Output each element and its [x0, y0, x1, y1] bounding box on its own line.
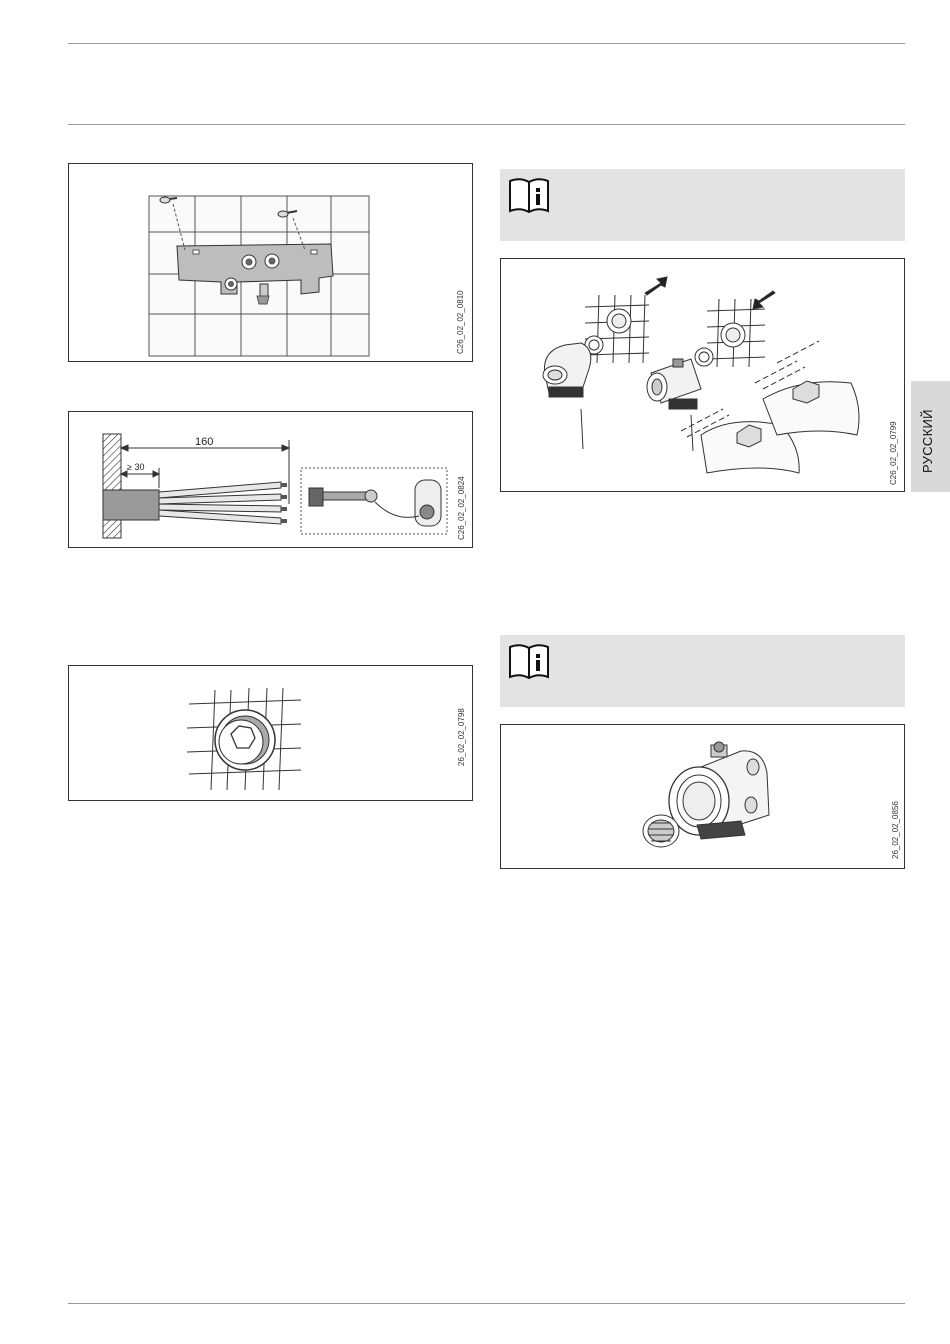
- language-tab-label: РУССКИЙ: [920, 409, 935, 473]
- figure-valve-filter: [500, 724, 905, 869]
- info-book-icon: [508, 177, 550, 215]
- valve-assembly-illustration: [501, 259, 905, 492]
- figure-valve-assembly: [500, 258, 905, 492]
- figure-code: 26_02_02_0856: [891, 801, 900, 859]
- figure-code: C26_02_02_0824: [457, 476, 466, 540]
- footer-rule: [68, 1303, 905, 1304]
- figure-code: C26_02_02_0810: [456, 290, 465, 354]
- header-rule-bottom: [68, 124, 905, 125]
- mounting-plate-illustration: [69, 164, 473, 362]
- figure-cable-stripping: [68, 411, 473, 548]
- header-rule-top: [68, 43, 905, 44]
- info-note: [500, 169, 905, 241]
- figure-code: C26_02_02_0799: [889, 421, 898, 485]
- info-note: [500, 635, 905, 707]
- figure-pipe-fitting: [68, 665, 473, 801]
- cable-stripping-illustration: [69, 412, 473, 548]
- info-book-icon: [508, 643, 550, 681]
- pipe-fitting-illustration: [69, 666, 473, 801]
- valve-filter-illustration: [501, 725, 905, 869]
- dimension-total: 160: [195, 436, 214, 448]
- figure-mounting-plate: [68, 163, 473, 362]
- language-tab[interactable]: [911, 381, 950, 492]
- dimension-min: ≥ 30: [127, 462, 145, 472]
- figure-code: 26_02_02_0798: [457, 708, 466, 766]
